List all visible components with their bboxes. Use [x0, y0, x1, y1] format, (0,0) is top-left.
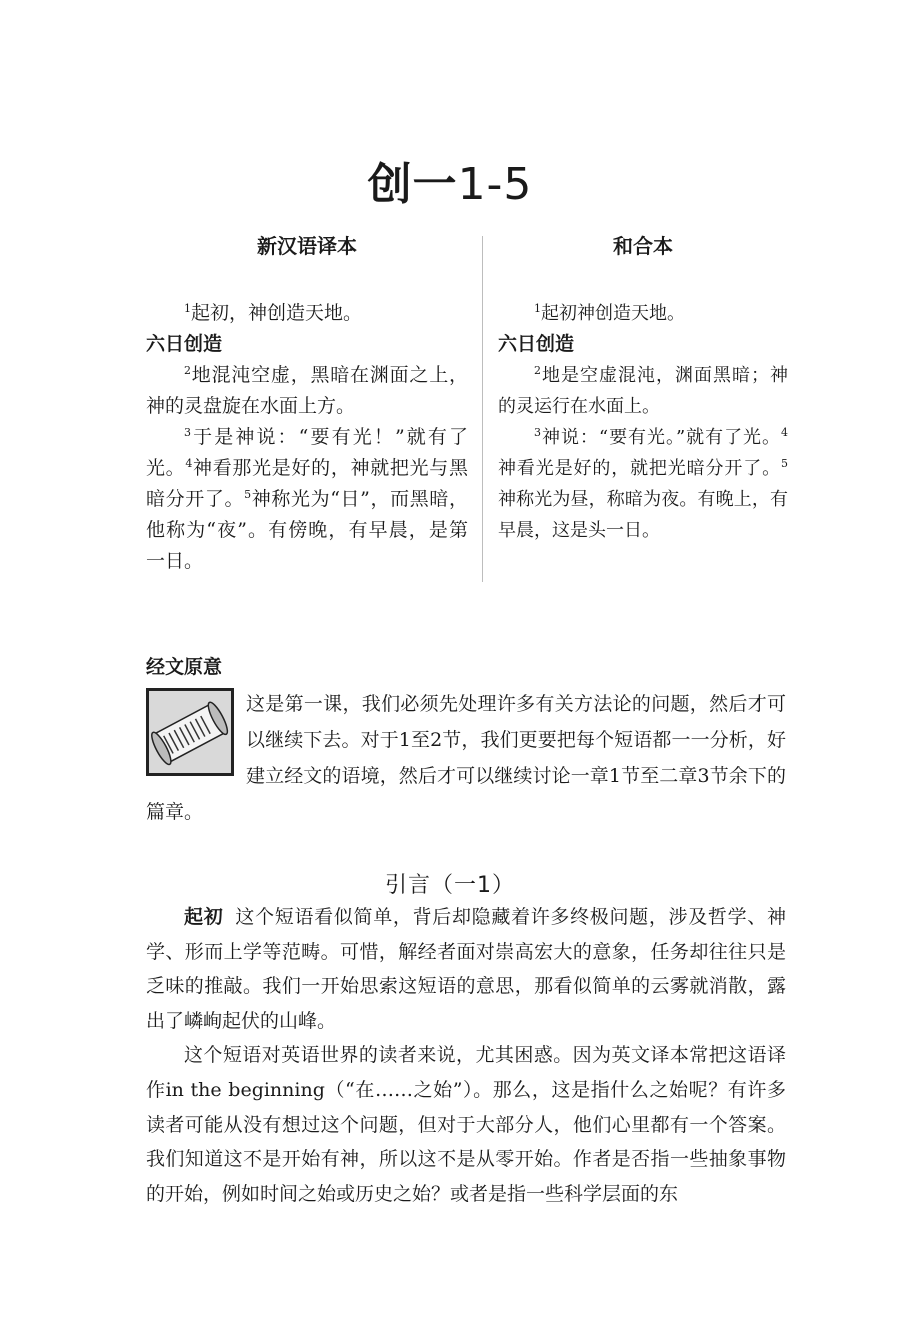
page-title [0, 148, 900, 212]
verse-number: 4 [781, 426, 788, 439]
term-label: 起初 [184, 906, 224, 928]
verse-text: 神看那光是好的，神就把光与黑暗分开了。 [146, 457, 468, 510]
verse-text: 神看光是好的，就把光暗分开了。 [498, 458, 781, 479]
verse-text: 地是空虚混沌，渊面黑暗；神的灵运行在水面上。 [498, 365, 788, 417]
right-verse-2 [498, 360, 788, 422]
right-subheading: 六日创造 [498, 333, 575, 355]
verse-number: 5 [781, 457, 788, 470]
verse-number: 3 [184, 426, 191, 439]
verse-text: 起初，神创造天地。 [191, 302, 363, 324]
body-text [146, 900, 786, 1211]
body-paragraph-1 [146, 900, 786, 1038]
section-intro [146, 686, 786, 830]
right-verse-1 [498, 298, 788, 329]
verse-text: 起初神创造天地。 [541, 303, 685, 324]
body-paragraph-2: 这个短语对英语世界的读者来说，尤其困惑。因为英文译本常把这语译作in the beginning（“在……之始”）。那么，这是指什么之始呢？有许多读者可能从没有想过这个问题，但对于大部分人，他们心里都有一个答案。我们知道这不是开始有神，所以这不是从零开始。作者是否指一些抽象事物的开始，例如时间之始或历史之始？或者是指一些科学层面的东 [146, 1044, 786, 1205]
left-verses-3-5 [146, 422, 468, 577]
verse-number: 1 [184, 302, 191, 315]
verse-text: 于是神说：“要有光！”就有了光。 [146, 426, 468, 479]
left-verse-1 [146, 298, 468, 329]
subsection-heading: 引言（一1） [385, 873, 515, 898]
verse-text: 地混沌空虚，黑暗在渊面之上，神的灵盘旋在水面上方。 [146, 364, 468, 417]
scroll-icon-graphic [149, 691, 231, 773]
verse-range: 1-5 [457, 159, 533, 210]
paragraph-text: 这个短语看似简单，背后却隐藏着许多终极问题，涉及哲学、神学、形而上学等范畴。可惜，解经者面对崇高宏大的意象，任务却往往只是乏味的推敲。我们一开始思索这短语的意思，那看似简单的云雾就消散，露出了嶙峋起伏的山峰。 [146, 906, 786, 1032]
section-heading: 经文原意 [146, 656, 223, 678]
right-column-header: 和合本 [613, 234, 673, 258]
verse-text: 神称光为“日”，而黑暗，他称为“夜”。有傍晚，有早晨，是第一日。 [146, 488, 468, 572]
left-verse-2 [146, 360, 468, 422]
verse-number: 3 [534, 426, 541, 439]
left-column-translation [146, 232, 468, 577]
verse-number: 4 [185, 457, 193, 470]
left-column-header: 新汉语译本 [257, 234, 357, 258]
verse-text: 神称光为昼，称暗为夜。有晚上，有早晨，这是头一日。 [498, 489, 788, 541]
right-verses-3-5 [498, 422, 788, 546]
scroll-icon [146, 688, 234, 776]
verse-number: 1 [534, 302, 541, 315]
left-subheading: 六日创造 [146, 333, 223, 355]
section-intro-text: 这是第一课，我们必须先处理许多有关方法论的问题，然后才可以继续下去。对于1至2节，我们更要把每个短语都一一分析，好建立经文的语境，然后才可以继续讨论一章1节至二章3节余下的篇章。 [146, 693, 786, 823]
chapter-label: 创一 [367, 159, 458, 210]
right-column-translation [498, 232, 788, 546]
verse-number: 2 [534, 364, 541, 377]
column-divider [482, 236, 483, 582]
verse-text: 神说：“要有光。”就有了光。 [541, 427, 781, 448]
verse-number: 5 [244, 488, 252, 501]
verse-number: 2 [184, 364, 191, 377]
